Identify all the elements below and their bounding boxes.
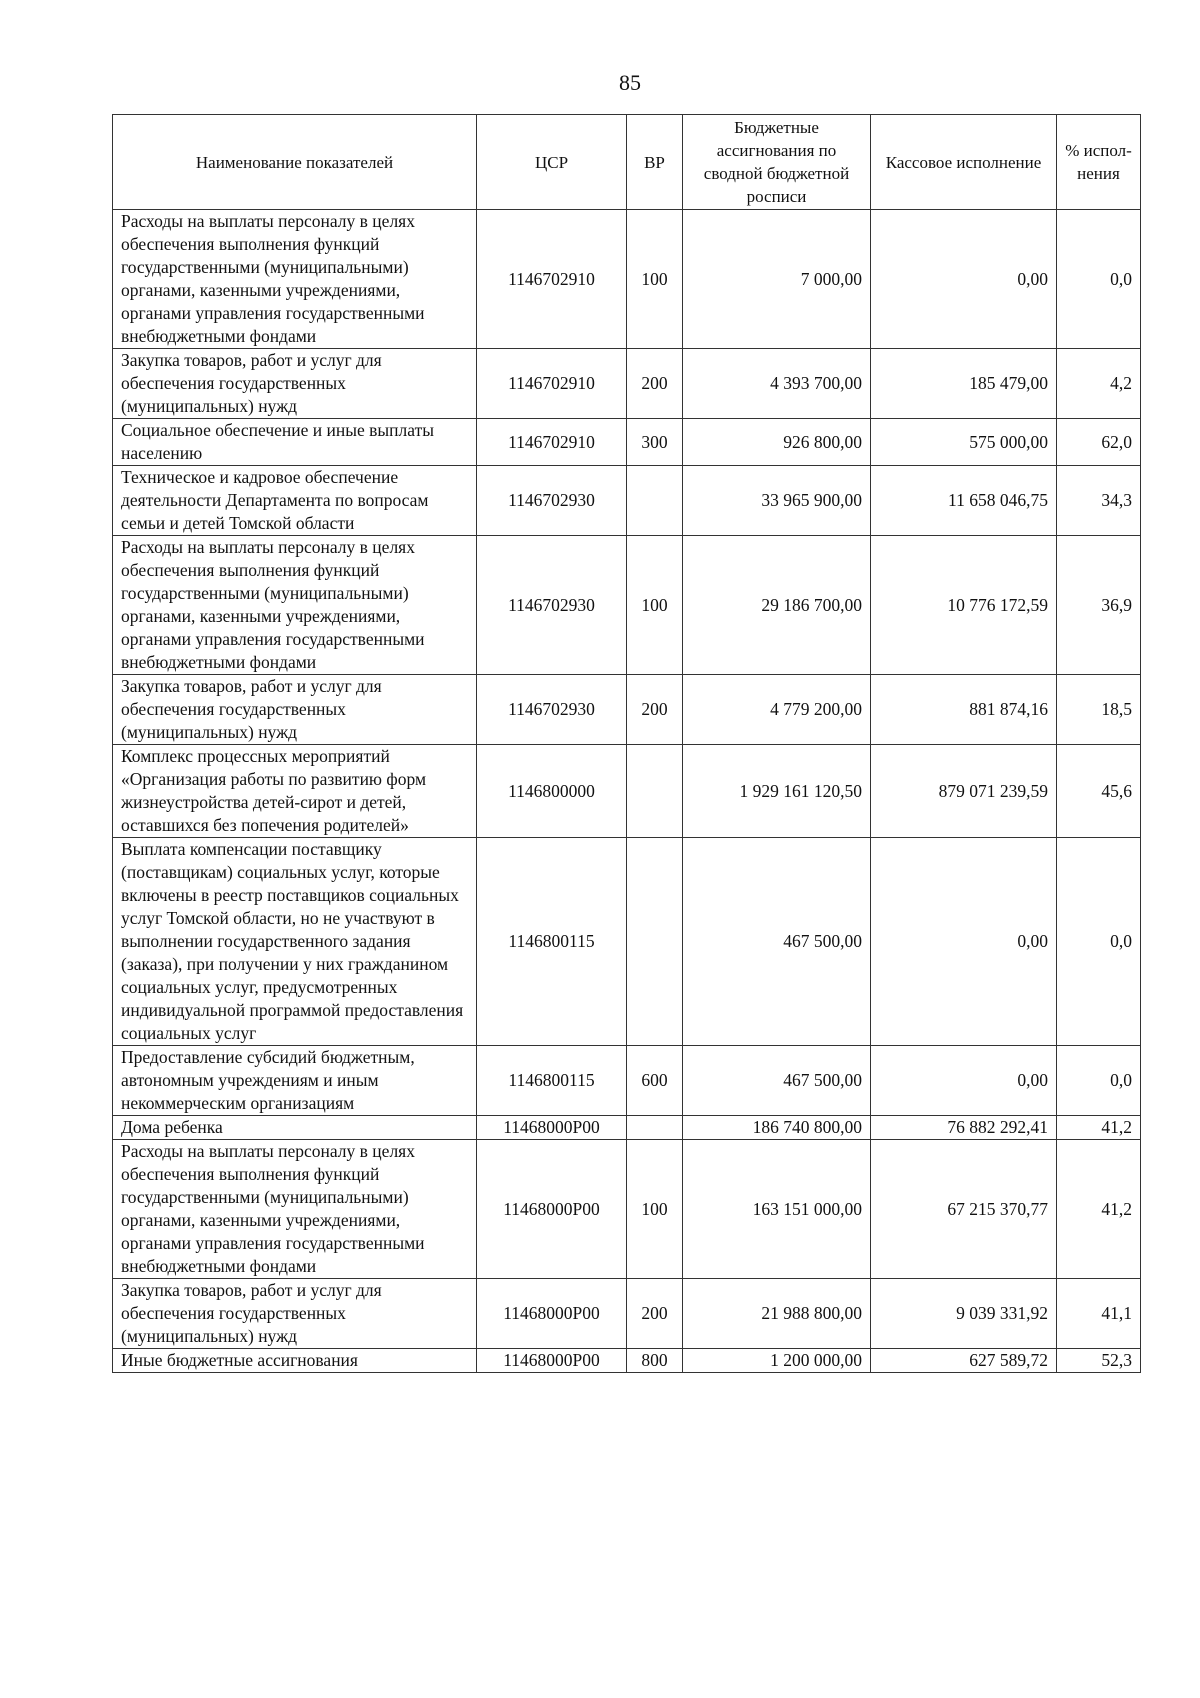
- page-number: 85: [619, 70, 641, 95]
- row-csr: 1146702910: [477, 349, 627, 419]
- table-row: [113, 349, 1141, 419]
- row-csr: 1146702910: [477, 210, 627, 349]
- row-vr: 100: [627, 210, 683, 349]
- row-cash: 9 039 331,92: [871, 1279, 1057, 1349]
- header-vr: ВР: [627, 115, 683, 210]
- header-csr: ЦСР: [477, 115, 627, 210]
- row-budget: 926 800,00: [683, 419, 871, 466]
- row-vr: 300: [627, 419, 683, 466]
- row-vr: 200: [627, 1279, 683, 1349]
- row-name: Дома ребенка: [113, 1116, 477, 1140]
- table-header-row: [113, 115, 1141, 210]
- row-csr: 1146800115: [477, 1046, 627, 1116]
- row-vr: [627, 1116, 683, 1140]
- row-name: Закупка товаров, работ и услуг для обеспечения государственных (муниципальных) нужд: [113, 675, 477, 745]
- row-budget: 163 151 000,00: [683, 1140, 871, 1279]
- row-csr: 1146800115: [477, 838, 627, 1046]
- row-budget: 186 740 800,00: [683, 1116, 871, 1140]
- row-csr: 11468000Р00: [477, 1140, 627, 1279]
- row-name: Расходы на выплаты персоналу в целях обеспечения выполнения функций государственными (муниципальными) органами, казенными учреждениями, органами управления государственными внебюджетными фондами: [113, 1140, 477, 1279]
- row-csr: 11468000Р00: [477, 1116, 627, 1140]
- table-row: [113, 745, 1141, 838]
- row-csr: 1146702930: [477, 536, 627, 675]
- row-pct: 0,0: [1057, 210, 1141, 349]
- row-pct: 36,9: [1057, 536, 1141, 675]
- table-row: [113, 1046, 1141, 1116]
- row-pct: 0,0: [1057, 838, 1141, 1046]
- header-budget: Бюджетные ассигнования по сводной бюджетной росписи: [683, 115, 871, 210]
- row-budget: 4 779 200,00: [683, 675, 871, 745]
- row-cash: 627 589,72: [871, 1349, 1057, 1373]
- budget-execution-table: [112, 114, 1141, 1373]
- row-cash: 0,00: [871, 1046, 1057, 1116]
- row-cash: 67 215 370,77: [871, 1140, 1057, 1279]
- table-row: [113, 536, 1141, 675]
- row-budget: 467 500,00: [683, 1046, 871, 1116]
- row-budget: 4 393 700,00: [683, 349, 871, 419]
- row-name: Закупка товаров, работ и услуг для обеспечения государственных (муниципальных) нужд: [113, 1279, 477, 1349]
- row-pct: 4,2: [1057, 349, 1141, 419]
- table-row: [113, 1279, 1141, 1349]
- row-budget: 21 988 800,00: [683, 1279, 871, 1349]
- row-pct: 45,6: [1057, 745, 1141, 838]
- row-cash: 10 776 172,59: [871, 536, 1057, 675]
- row-name: Социальное обеспечение и иные выплаты населению: [113, 419, 477, 466]
- row-pct: 0,0: [1057, 1046, 1141, 1116]
- row-name: Расходы на выплаты персоналу в целях обеспечения выполнения функций государственными (муниципальными) органами, казенными учреждениями, органами управления государственными внебюджетными фондами: [113, 536, 477, 675]
- header-cash: Кассовое исполнение: [871, 115, 1057, 210]
- row-csr: 1146800000: [477, 745, 627, 838]
- row-name: Иные бюджетные ассигнования: [113, 1349, 477, 1373]
- row-pct: 41,2: [1057, 1140, 1141, 1279]
- row-pct: 52,3: [1057, 1349, 1141, 1373]
- row-budget: 7 000,00: [683, 210, 871, 349]
- row-name: Техническое и кадровое обеспечение деятельности Департамента по вопросам семьи и детей Томской области: [113, 466, 477, 536]
- table-row: [113, 1116, 1141, 1140]
- row-cash: 879 071 239,59: [871, 745, 1057, 838]
- row-csr: 1146702910: [477, 419, 627, 466]
- row-cash: 881 874,16: [871, 675, 1057, 745]
- row-cash: 185 479,00: [871, 349, 1057, 419]
- table-row: [113, 675, 1141, 745]
- row-vr: 600: [627, 1046, 683, 1116]
- table-row: [113, 419, 1141, 466]
- row-csr: 11468000Р00: [477, 1349, 627, 1373]
- row-vr: [627, 838, 683, 1046]
- row-name: Комплекс процессных мероприятий «Организация работы по развитию форм жизнеустройства детей-сирот и детей, оставшихся без попечения родителей»: [113, 745, 477, 838]
- row-budget: 467 500,00: [683, 838, 871, 1046]
- row-name: Предоставление субсидий бюджетным, автономным учреждениям и иным некоммерческим организациям: [113, 1046, 477, 1116]
- row-csr: 1146702930: [477, 466, 627, 536]
- header-pct: % испол-нения: [1057, 115, 1141, 210]
- table-row: [113, 1349, 1141, 1373]
- table-row: [113, 210, 1141, 349]
- row-csr: 11468000Р00: [477, 1279, 627, 1349]
- row-vr: 200: [627, 675, 683, 745]
- row-budget: 1 929 161 120,50: [683, 745, 871, 838]
- row-vr: [627, 466, 683, 536]
- row-pct: 18,5: [1057, 675, 1141, 745]
- row-name: Закупка товаров, работ и услуг для обеспечения государственных (муниципальных) нужд: [113, 349, 477, 419]
- table-row: [113, 1140, 1141, 1279]
- row-budget: 33 965 900,00: [683, 466, 871, 536]
- row-cash: 11 658 046,75: [871, 466, 1057, 536]
- row-vr: 200: [627, 349, 683, 419]
- row-budget: 1 200 000,00: [683, 1349, 871, 1373]
- row-csr: 1146702930: [477, 675, 627, 745]
- row-vr: 800: [627, 1349, 683, 1373]
- header-name: Наименование показателей: [113, 115, 477, 210]
- row-name: Расходы на выплаты персоналу в целях обеспечения выполнения функций государственными (муниципальными) органами, казенными учреждениями, органами управления государственными внебюджетными фондами: [113, 210, 477, 349]
- row-budget: 29 186 700,00: [683, 536, 871, 675]
- row-pct: 34,3: [1057, 466, 1141, 536]
- row-cash: 0,00: [871, 210, 1057, 349]
- row-cash: 0,00: [871, 838, 1057, 1046]
- row-pct: 62,0: [1057, 419, 1141, 466]
- row-name: Выплата компенсации поставщику (поставщикам) социальных услуг, которые включены в реестр поставщиков социальных услуг Томской области, но не участвуют в выполнении государственного задания (заказа), при получении у них гражданином социальных услуг, предусмотренных индивидуальной программой предоставления социальных услуг: [113, 838, 477, 1046]
- row-cash: 76 882 292,41: [871, 1116, 1057, 1140]
- row-vr: 100: [627, 536, 683, 675]
- table-row: [113, 466, 1141, 536]
- row-cash: 575 000,00: [871, 419, 1057, 466]
- row-pct: 41,1: [1057, 1279, 1141, 1349]
- table-row: [113, 838, 1141, 1046]
- row-pct: 41,2: [1057, 1116, 1141, 1140]
- row-vr: [627, 745, 683, 838]
- row-vr: 100: [627, 1140, 683, 1279]
